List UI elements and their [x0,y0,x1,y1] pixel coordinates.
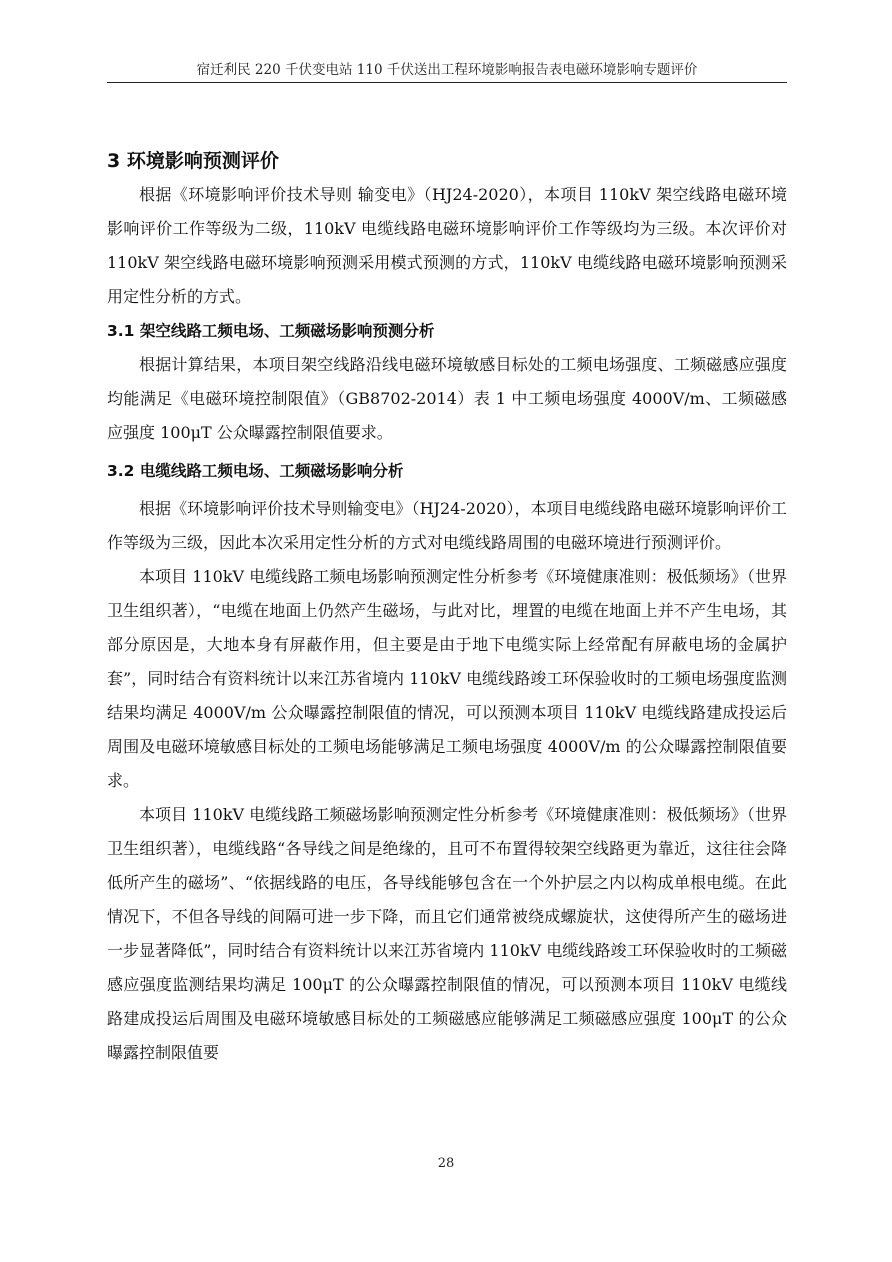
subsection-3-2-paragraph-1: 根据《环境影响评价技术导则输变电》（HJ24-2020），本项目电缆线路电磁环境影响评价工作等级为三级，因此本次采用定性分析的方式对电缆线路周围的电磁环境进行预测评价。 [107,499,787,552]
header-divider [107,82,787,83]
subsection-3-1-paragraph: 根据计算结果，本项目架空线路沿线电磁环境敏感目标处的工频电场强度、工频磁感应强度均能满足《电磁环境控制限值》（GB8702-2014）表 1 中工频电场强度 4000V/m、工频磁感应强度 100μT 公众曝露控制限值要求。 [107,355,787,442]
section-intro-paragraph: 根据《环境影响评价技术导则 输变电》（HJ24-2020），本项目 110kV 架空线路电磁环境影响评价工作等级为二级，110kV 电缆线路电磁环境影响评价工作等级均为三级。本次评价对 110kV 架空线路电磁环境影响预测采用模式预测的方式，110kV 电缆线路电磁环境影响预测采用定性分析的方式。 [107,185,787,306]
subsection-3-2-paragraph-2: 本项目 110kV 电缆线路工频电场影响预测定性分析参考《环境健康准则：极低频场》（世界卫生组织著），“电缆在地面上仍然产生磁场，与此对比，埋置的电缆在地面上并不产生电场，其部分原因是，大地本身有屏蔽作用，但主要是由于地下电缆实际上经常配有屏蔽电场的金属护套”，同时结合有资料统计以来江苏省境内 110kV 电缆线路竣工环保验收时的工频电场强度监测结果均满足 4000V/m 公众曝露控制限值的情况，可以预测本项目 110kV 电缆线路建成投运后周围及电磁环境敏感目标处的工频电场能够满足工频电场强度 4000V/m 的公众曝露控制限值要求。 [107,567,787,790]
subsection-3-2-title: 3.2 电缆线路工频电场、工频磁场影响分析 [107,462,404,480]
page-number: 28 [437,1156,455,1171]
section-title: 3 环境影响预测评价 [107,150,279,172]
document-body [107,144,787,1070]
subsection-3-1-title: 3.1 架空线路工频电场、工频磁场影响预测分析 [107,322,435,340]
running-header: 宿迁利民 220 千伏变电站 110 千伏送出工程环境影响报告表电磁环境影响专题评价 [196,62,698,78]
subsection-3-2-paragraph-3: 本项目 110kV 电缆线路工频磁场影响预测定性分析参考《环境健康准则：极低频场》（世界卫生组织著），电缆线路“各导线之间是绝缘的，且可不布置得较架空线路更为靠近，这往往会降低所产生的磁场”、“依据线路的电压，各导线能够包含在一个外护层之内以构成单根电缆。在此情况下，不但各导线的间隔可进一步下降，而且它们通常被绕成螺旋状，这使得所产生的磁场进一步显著降低”，同时结合有资料统计以来江苏省境内 110kV 电缆线路竣工环保验收时的工频磁感应强度监测结果均满足 100μT 的公众曝露控制限值的情况，可以预测本项目 110kV 电缆线路建成投运后周围及电磁环境敏感目标处的工频磁感应能够满足工频磁感应强度 100μT 的公众曝露控制限值要 [107,805,787,1062]
